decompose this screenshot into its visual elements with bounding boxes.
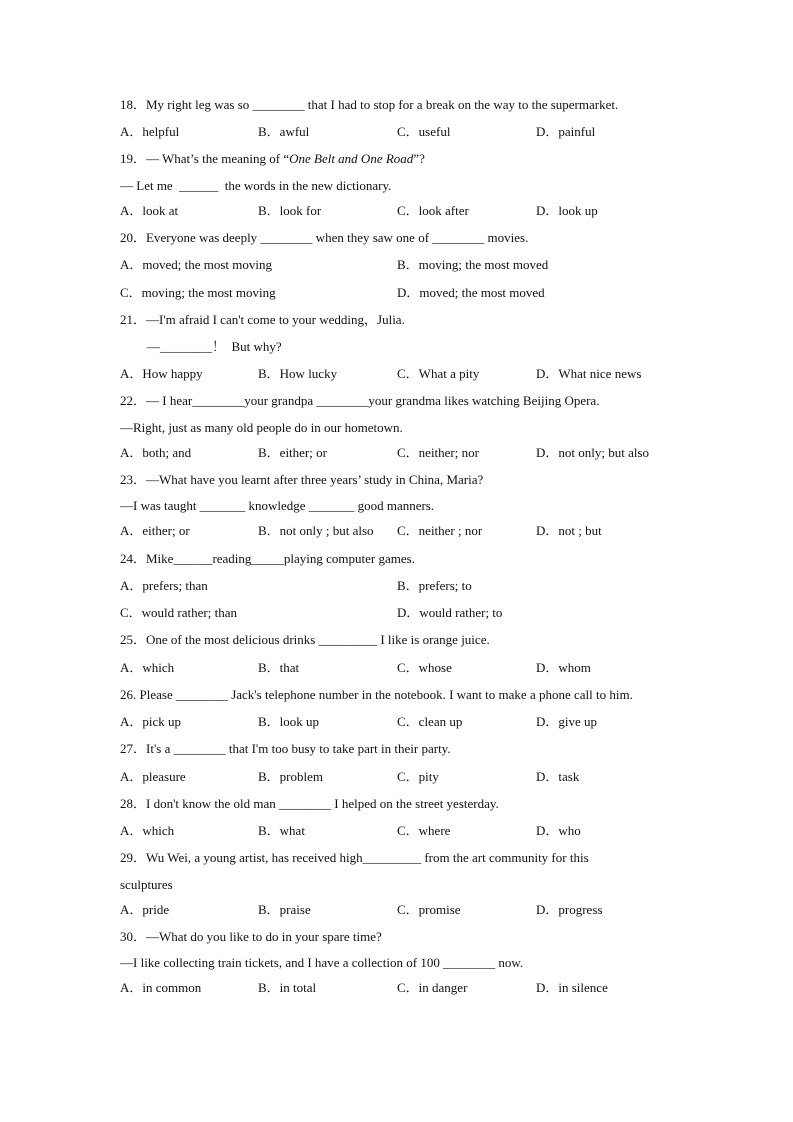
option-d: D．whom [536,660,591,675]
question-text: — Let me ______ the words in the new dictionary. [120,178,392,193]
option-b: B．problem [258,769,323,784]
question-24-stem [0,549,793,569]
question-25-stem [0,630,793,650]
option-b: B．prefers; to [397,578,472,593]
option-a: A．both; and [120,445,192,460]
option-a: A．moved; the most moving [120,257,273,272]
option-c: C．in danger [397,980,468,995]
option-b: B．How lucky [258,366,338,381]
question-text: 21．—I'm afraid I can't come to your wedding，Julia. [120,312,405,327]
question-23-line-2 [0,496,793,516]
question-text: 18．My right leg was so ________ that I had to stop for a break on the way to the supermarket. [120,97,619,112]
question-27-options [0,767,793,787]
question-text: 24．Mike______reading_____playing computer games. [120,551,415,566]
question-24-options-row-1 [0,576,793,596]
question-20-options-row-1 [0,255,793,275]
option-d: D．not only; but also [536,445,650,460]
question-25-options [0,658,793,678]
question-text: sculptures [120,877,173,892]
option-d: D．who [536,823,581,838]
option-c: C．clean up [397,714,463,729]
question-28-stem [0,794,793,814]
option-c: C．where [397,823,451,838]
question-30-options [0,978,793,998]
question-text: 26. Please ________ Jack's telephone number in the notebook. I want to make a phone call to him. [120,687,633,702]
question-text: 25．One of the most delicious drinks _________ I like is orange juice. [120,632,490,647]
question-21-stem [0,310,793,330]
question-text: 30．—What do you like to do in your spare time? [120,929,382,944]
option-b: B．awful [258,124,310,139]
option-b: B．not only ; but also [258,523,374,538]
option-a: A．pride [120,902,170,917]
question-26-options [0,712,793,732]
option-a: A．either; or [120,523,190,538]
option-c: C．neither; nor [397,445,479,460]
option-d: D．painful [536,124,596,139]
option-a: A．pick up [120,714,182,729]
option-b: B．look up [258,714,320,729]
question-29-stem [0,848,793,868]
option-c: C．useful [397,124,451,139]
question-22-line-2 [0,418,793,438]
question-29-options [0,900,793,920]
question-21-options [0,364,793,384]
option-d: D．progress [536,902,603,917]
question-22-options [0,443,793,463]
question-21-line-2 [0,337,793,357]
question-28-options [0,821,793,841]
option-a: A．which [120,660,175,675]
question-18-stem [0,95,793,115]
option-b: B．praise [258,902,311,917]
option-c: C．moving; the most moving [120,285,276,300]
option-b: B．that [258,660,300,675]
option-a: A．helpful [120,124,180,139]
question-text: —Right, just as many old people do in our hometown. [120,420,403,435]
option-c: C．whose [397,660,452,675]
option-b: B．in total [258,980,317,995]
question-text: 23．—What have you learnt after three years’ study in China, Maria? [120,472,484,487]
option-d: D．not ; but [536,523,602,538]
option-d: D．give up [536,714,598,729]
option-d: D．What nice news [536,366,642,381]
question-19-stem [0,149,793,169]
question-20-options-row-2 [0,283,793,303]
question-18-options [0,122,793,142]
option-b: B．look for [258,203,322,218]
option-c: C．would rather; than [120,605,237,620]
question-19-line-2 [0,176,793,196]
option-d: D．look up [536,203,598,218]
question-text [120,149,425,169]
option-a: A．which [120,823,175,838]
question-26-stem [0,685,793,705]
option-b: B．moving; the most moved [397,257,549,272]
question-text: 22．— I hear________your grandpa ________your grandma likes watching Beijing Opera. [120,393,600,408]
question-text-part: 19．— What’s the meaning of “ [120,151,290,166]
question-30-stem [0,927,793,947]
option-d: D．would rather; to [397,605,503,620]
question-text: 29．Wu Wei, a young artist, has received high_________ from the art community for this [120,850,589,865]
question-text: —I like collecting train tickets, and I have a collection of 100 ________ now. [120,955,524,970]
option-d: D．in silence [536,980,608,995]
question-text: 27．It's a ________ that I'm too busy to take part in their party. [120,741,451,756]
option-c: C．pity [397,769,439,784]
question-24-options-row-2 [0,603,793,623]
option-d: D．moved; the most moved [397,285,545,300]
question-text: 28．I don't know the old man ________ I helped on the street yesterday. [120,796,499,811]
option-a: A．pleasure [120,769,186,784]
option-c: C．What a pity [397,366,480,381]
option-a: A．How happy [120,366,203,381]
option-d: D．task [536,769,580,784]
option-b: B．either; or [258,445,327,460]
question-22-stem [0,391,793,411]
question-text-part: ”? [413,151,425,166]
option-a: A．prefers; than [120,578,208,593]
option-c: C．neither ; nor [397,523,483,538]
question-29-line-2 [0,875,793,895]
question-text: —________！ But why? [147,339,282,354]
option-a: A．look at [120,203,179,218]
question-19-options [0,201,793,221]
question-23-options [0,521,793,541]
option-b: B．what [258,823,305,838]
option-c: C．promise [397,902,461,917]
question-text: —I was taught _______ knowledge _______ good manners. [120,498,435,513]
italic-phrase: One Belt and One Road [289,151,414,166]
question-20-stem [0,228,793,248]
question-30-line-2 [0,953,793,973]
question-text: 20．Everyone was deeply ________ when they saw one of ________ movies. [120,230,529,245]
option-a: A．in common [120,980,202,995]
question-27-stem [0,739,793,759]
option-c: C．look after [397,203,469,218]
question-23-stem [0,470,793,490]
